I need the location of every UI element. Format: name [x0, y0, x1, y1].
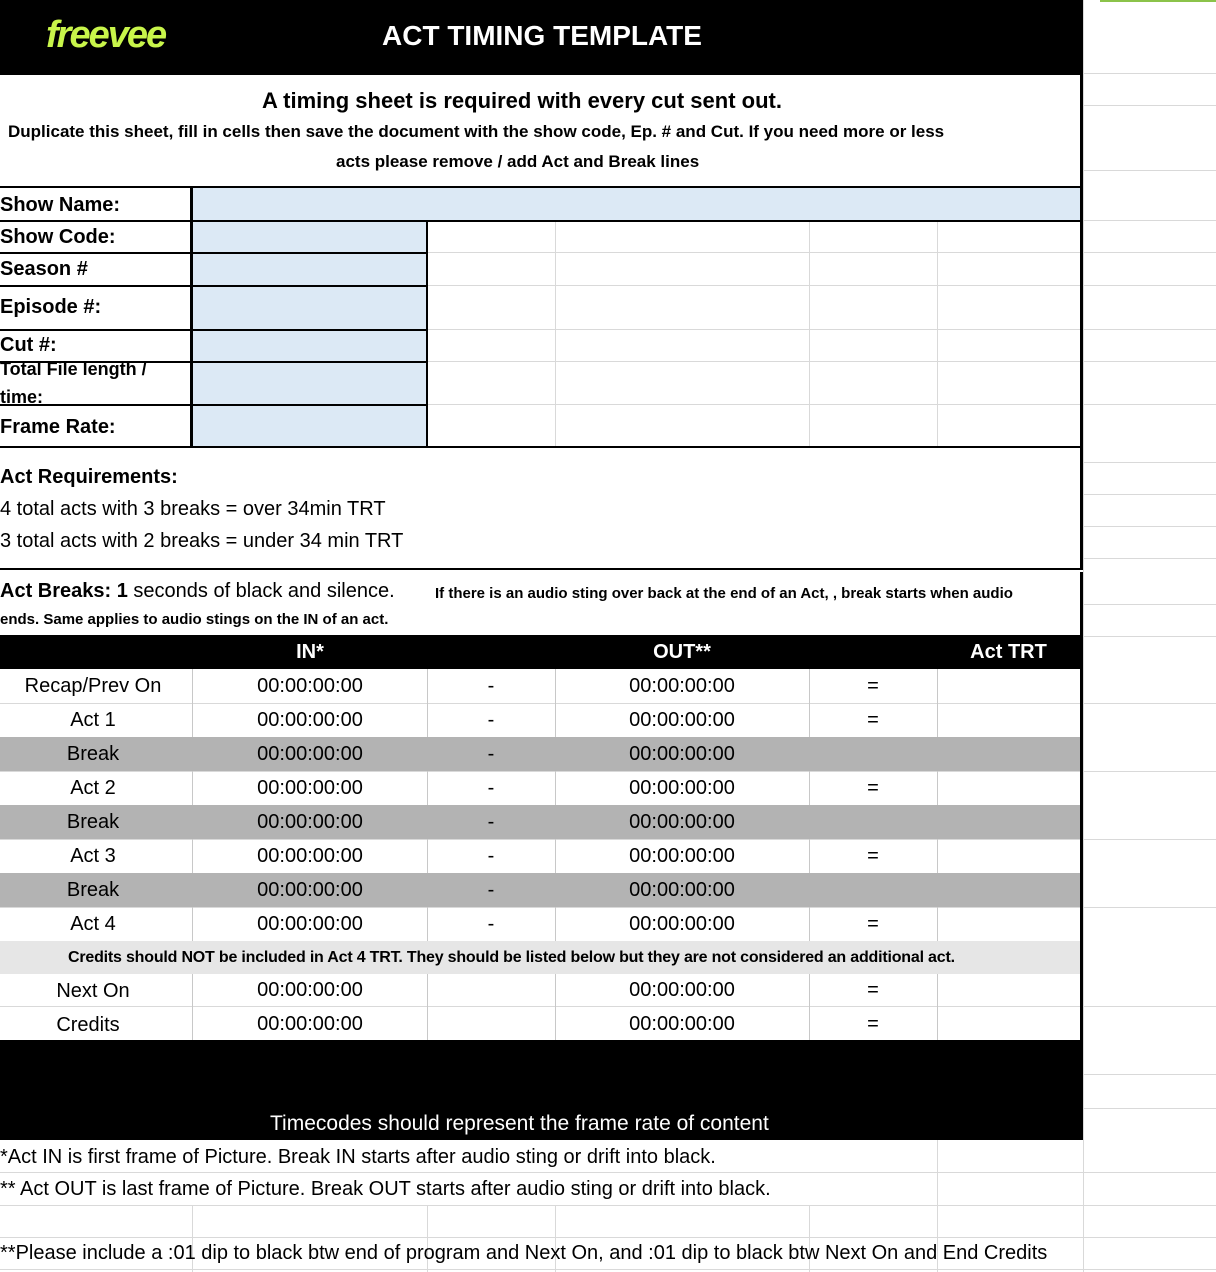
act-breaks-text: seconds of black and silence.	[127, 580, 395, 602]
row-out-break-1[interactable]: 00:00:00:00	[629, 742, 735, 765]
row-dash: -	[487, 912, 495, 935]
label-show-code: Show Code:	[0, 226, 116, 248]
row-in-act-4[interactable]: 00:00:00:00	[257, 912, 363, 935]
requirements-heading: Act Requirements:	[0, 466, 178, 488]
row-eq: =	[867, 912, 879, 935]
row-in-break-2[interactable]: 00:00:00:00	[257, 810, 363, 833]
row-eq: =	[867, 674, 879, 697]
row-trt-credits[interactable]	[937, 1008, 1080, 1040]
col-header-out: OUT**	[653, 640, 711, 663]
footnote-in: *Act IN is first frame of Picture. Break IN starts after audio sting or drift into black.	[0, 1146, 716, 1168]
act-breaks-prefix: Act Breaks: 1	[0, 580, 128, 602]
row-out-break-3[interactable]: 00:00:00:00	[629, 878, 735, 901]
col-header-in: IN*	[296, 640, 324, 663]
row-dash: -	[487, 674, 495, 697]
row-label-recap: Recap/Prev On	[24, 674, 162, 697]
row-label-break-1: Break	[66, 742, 120, 765]
col-header-trt: Act TRT	[970, 640, 1047, 663]
row-label-break-2: Break	[66, 810, 120, 833]
show-name-input[interactable]	[193, 188, 1080, 220]
row-in-break-1[interactable]: 00:00:00:00	[257, 742, 363, 765]
label-cut: Cut #:	[0, 334, 57, 356]
row-eq: =	[867, 978, 879, 1001]
page-title: ACT TIMING TEMPLATE	[382, 20, 702, 51]
row-label-act-1: Act 1	[70, 708, 116, 731]
label-file-length: Total File length /	[0, 361, 147, 379]
freevee-logo: freevee	[46, 14, 166, 56]
label-episode: Episode #:	[0, 296, 102, 318]
intro-instructions-cont: acts please remove / add Act and Break lines	[336, 152, 700, 171]
row-label-act-4: Act 4	[70, 912, 116, 935]
act-breaks-small-2: ends. Same applies to audio stings on the IN of an act.	[0, 611, 389, 628]
intro-headline: A timing sheet is required with every cut sent out.	[262, 88, 782, 113]
intro-instructions: Duplicate this sheet, fill in cells then save the document with the show code, Ep. # and Cut. If you need more or less	[8, 122, 945, 141]
row-out-act-2[interactable]: 00:00:00:00	[629, 776, 735, 799]
row-out-next-on[interactable]: 00:00:00:00	[629, 978, 735, 1001]
act-breaks-small-1: If there is an audio sting over back at the end of an Act, , break starts when audio	[435, 585, 1013, 602]
file-length-input[interactable]	[193, 363, 426, 404]
frame-rate-input[interactable]	[193, 406, 426, 446]
row-in-break-3[interactable]: 00:00:00:00	[257, 878, 363, 901]
row-dash: -	[487, 810, 495, 833]
row-out-break-2[interactable]: 00:00:00:00	[629, 810, 735, 833]
row-trt-act-2[interactable]	[937, 771, 1080, 805]
row-eq: =	[867, 708, 879, 731]
row-out-credits[interactable]: 00:00:00:00	[629, 1012, 735, 1035]
row-dash: -	[487, 844, 495, 867]
row-out-act-3[interactable]: 00:00:00:00	[629, 844, 735, 867]
timecode-note: Timecodes should represent the frame rate of content	[270, 1112, 769, 1135]
row-eq: =	[867, 1012, 879, 1035]
requirements-line-2: 3 total acts with 2 breaks = under 34 min TRT	[0, 530, 404, 552]
row-dash: -	[487, 776, 495, 799]
row-out-act-1[interactable]: 00:00:00:00	[629, 708, 735, 731]
row-in-recap[interactable]: 00:00:00:00	[257, 674, 363, 697]
row-eq: =	[867, 776, 879, 799]
row-in-act-2[interactable]: 00:00:00:00	[257, 776, 363, 799]
credits-note: Credits should NOT be included in Act 4 TRT. They should be listed below but they are not considered an additional act.	[68, 949, 955, 966]
row-trt-act-4[interactable]	[937, 907, 1080, 941]
row-dash: -	[487, 742, 495, 765]
row-eq: =	[867, 844, 879, 867]
row-dash: -	[487, 878, 495, 901]
cut-input[interactable]	[193, 331, 426, 361]
requirements-line-1: 4 total acts with 3 breaks = over 34min TRT	[0, 498, 386, 520]
row-in-act-3[interactable]: 00:00:00:00	[257, 844, 363, 867]
footnote-out: ** Act OUT is last frame of Picture. Break OUT starts after audio sting or drift into black.	[0, 1178, 771, 1200]
season-input[interactable]	[193, 254, 426, 285]
row-dash: -	[487, 708, 495, 731]
row-label-credits: Credits	[56, 1013, 120, 1036]
row-trt-next-on[interactable]	[937, 974, 1080, 1006]
episode-input[interactable]	[193, 287, 426, 329]
row-out-act-4[interactable]: 00:00:00:00	[629, 912, 735, 935]
row-in-credits[interactable]: 00:00:00:00	[257, 1012, 363, 1035]
row-trt-act-3[interactable]	[937, 839, 1080, 873]
row-trt-recap[interactable]	[937, 669, 1080, 703]
label-show-name: Show Name:	[0, 194, 121, 216]
row-trt-act-1[interactable]	[937, 703, 1080, 737]
row-label-next-on: Next On	[56, 979, 130, 1002]
act-breaks-main	[0, 580, 395, 603]
show-code-input[interactable]	[193, 222, 426, 252]
label-frame-rate: Frame Rate:	[0, 416, 116, 438]
row-label-break-3: Break	[66, 878, 120, 901]
footnote-dip-to-black: **Please include a :01 dip to black btw end of program and Next On, and :01 dip to black btw Next On and End Credits	[0, 1242, 1048, 1264]
row-in-next-on[interactable]: 00:00:00:00	[257, 978, 363, 1001]
row-in-act-1[interactable]: 00:00:00:00	[257, 708, 363, 731]
timing-header-row	[0, 635, 1083, 669]
row-label-act-3: Act 3	[70, 844, 116, 867]
row-out-recap[interactable]: 00:00:00:00	[629, 674, 735, 697]
label-file-length-cont: time:	[0, 387, 44, 404]
row-label-act-2: Act 2	[70, 776, 116, 799]
label-season: Season #	[0, 258, 88, 280]
